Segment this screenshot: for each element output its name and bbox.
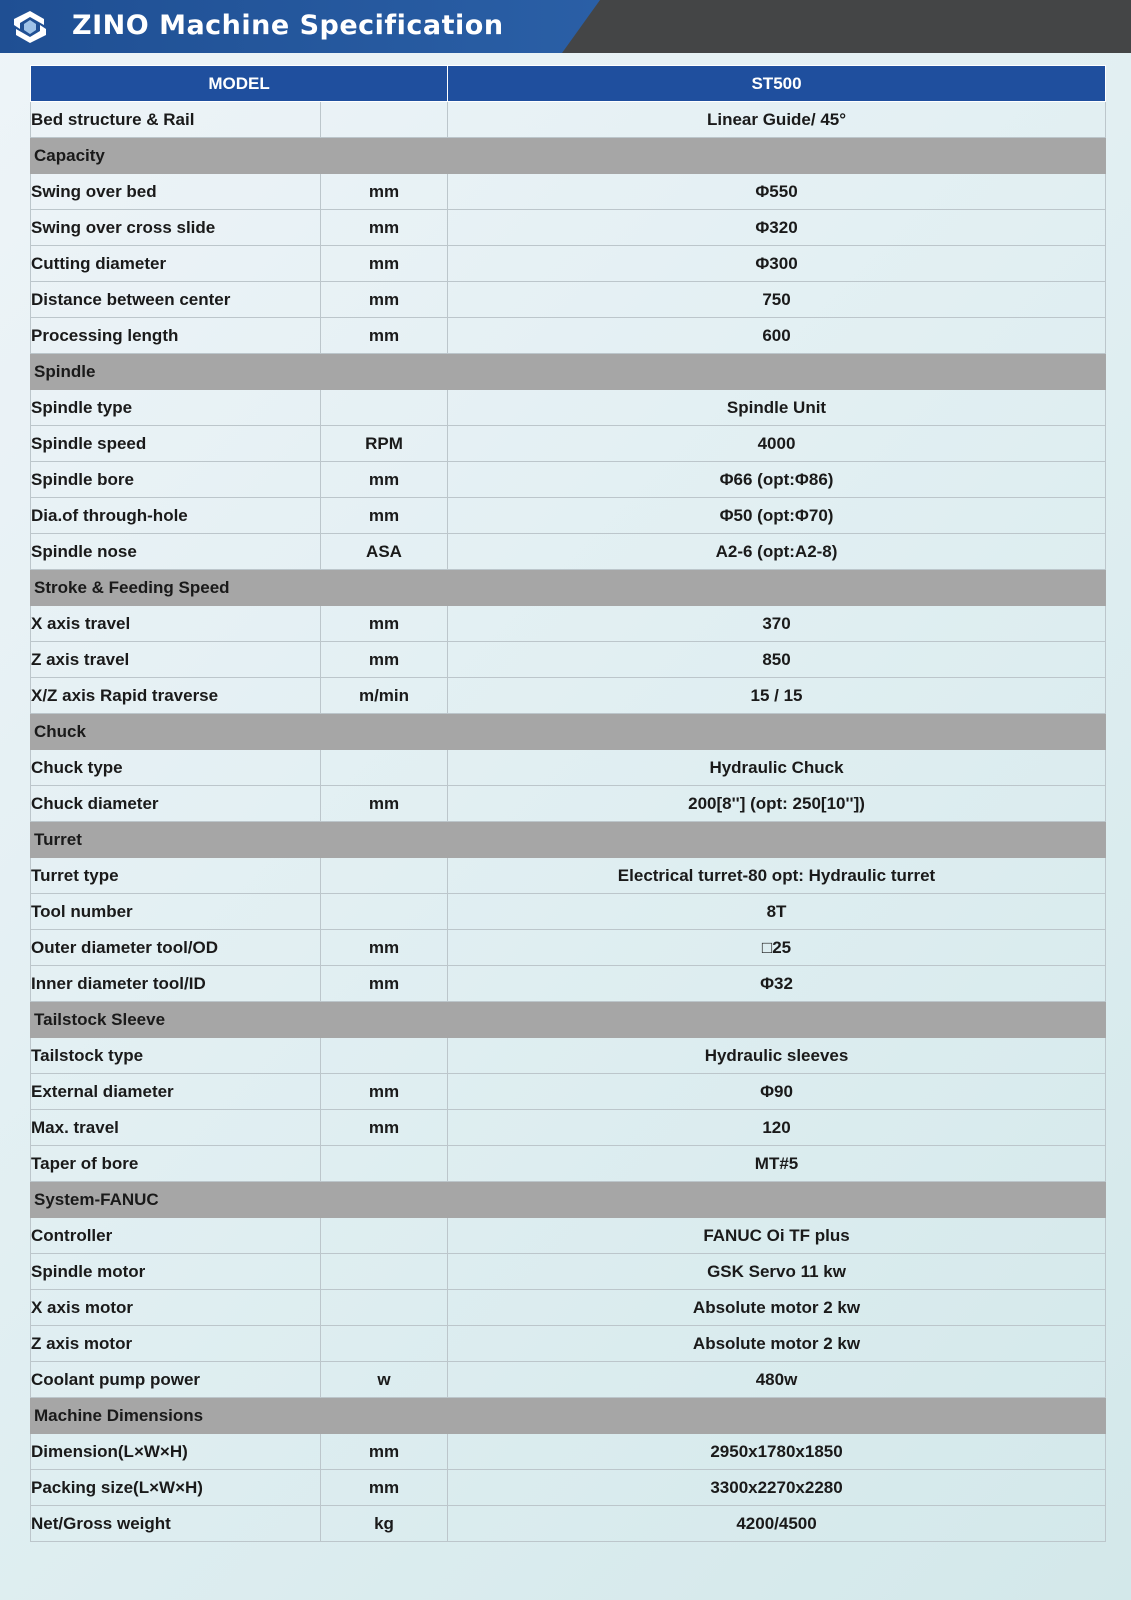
spec-name: Spindle nose [31,534,321,570]
table-row [31,1326,1106,1362]
spec-unit: mm [321,498,448,534]
spec-value: Spindle Unit [448,390,1106,426]
spec-value: 200[8''] (opt: 250[10'']) [448,786,1106,822]
spec-name: Spindle type [31,390,321,426]
spec-value: Absolute motor 2 kw [448,1290,1106,1326]
table-header-row [31,66,1106,102]
table-row [31,1218,1106,1254]
spec-value: Φ320 [448,210,1106,246]
spec-unit [321,390,448,426]
section-header-row [31,1002,1106,1038]
spec-name: Tool number [31,894,321,930]
spec-value: FANUC Oi TF plus [448,1218,1106,1254]
spec-value: 2950x1780x1850 [448,1434,1106,1470]
spec-unit: mm [321,1074,448,1110]
table-row [31,1110,1106,1146]
table-row [31,210,1106,246]
spec-unit: mm [321,1434,448,1470]
spec-value: Hydraulic Chuck [448,750,1106,786]
spec-name: Spindle speed [31,426,321,462]
spec-unit [321,1038,448,1074]
table-row [31,498,1106,534]
spec-value: 15 / 15 [448,678,1106,714]
table-row [31,102,1106,138]
spec-name: Z axis travel [31,642,321,678]
spec-unit: mm [321,1110,448,1146]
spec-unit: mm [321,786,448,822]
table-row [31,1434,1106,1470]
section-title: Capacity [31,138,1106,174]
table-row [31,1074,1106,1110]
table-row [31,318,1106,354]
section-header-row [31,822,1106,858]
page-title: ZINO Machine Specification [72,10,504,41]
table-row [31,174,1106,210]
spec-unit [321,750,448,786]
section-header-row [31,570,1106,606]
spec-value: Hydraulic sleeves [448,1038,1106,1074]
model-value: ST500 [448,66,1106,102]
spec-value: 4200/4500 [448,1506,1106,1542]
spec-value: 8T [448,894,1106,930]
section-header-row [31,714,1106,750]
section-title: Turret [31,822,1106,858]
spec-value: 4000 [448,426,1106,462]
spec-value: MT#5 [448,1146,1106,1182]
spec-unit [321,102,448,138]
spec-name: Cutting diameter [31,246,321,282]
spec-unit: mm [321,966,448,1002]
spec-value: Electrical turret-80 opt: Hydraulic turret [448,858,1106,894]
spec-value: 480w [448,1362,1106,1398]
spec-name: Controller [31,1218,321,1254]
spec-unit [321,1146,448,1182]
spec-unit: m/min [321,678,448,714]
spec-name: Spindle motor [31,1254,321,1290]
spec-unit: kg [321,1506,448,1542]
table-row [31,534,1106,570]
table-row [31,966,1106,1002]
spec-name: Outer diameter tool/OD [31,930,321,966]
spec-name: Bed structure & Rail [31,102,321,138]
section-header-row [31,1182,1106,1218]
spec-unit: mm [321,282,448,318]
table-row [31,1290,1106,1326]
spec-unit: mm [321,246,448,282]
table-row [31,750,1106,786]
spec-value: 120 [448,1110,1106,1146]
spec-value: 850 [448,642,1106,678]
spec-value: GSK Servo 11 kw [448,1254,1106,1290]
spec-unit: mm [321,462,448,498]
table-row [31,786,1106,822]
model-label: MODEL [31,66,448,102]
spec-value: 370 [448,606,1106,642]
spec-name: Taper of bore [31,1146,321,1182]
table-row [31,246,1106,282]
spec-unit: mm [321,318,448,354]
spec-unit [321,1290,448,1326]
spec-unit: mm [321,1470,448,1506]
spec-value: Φ550 [448,174,1106,210]
spec-name: Tailstock type [31,1038,321,1074]
spec-name: Distance between center [31,282,321,318]
spec-name: Net/Gross weight [31,1506,321,1542]
table-row [31,1506,1106,1542]
spec-unit: w [321,1362,448,1398]
spec-value: Φ50 (opt:Φ70) [448,498,1106,534]
table-row [31,462,1106,498]
section-header-row [31,354,1106,390]
section-title: Spindle [31,354,1106,390]
spec-name: X axis motor [31,1290,321,1326]
table-row [31,858,1106,894]
zino-logo-icon [12,9,48,45]
section-title: Stroke & Feeding Speed [31,570,1106,606]
table-row [31,1362,1106,1398]
spec-name: Chuck diameter [31,786,321,822]
spec-value: Φ300 [448,246,1106,282]
spec-unit: mm [321,606,448,642]
spec-name: Chuck type [31,750,321,786]
spec-unit [321,894,448,930]
section-header-row [31,1398,1106,1434]
spec-value: Φ32 [448,966,1106,1002]
spec-unit: mm [321,174,448,210]
spec-unit: RPM [321,426,448,462]
section-title: Machine Dimensions [31,1398,1106,1434]
spec-value: 600 [448,318,1106,354]
spec-table-body [31,102,1106,1542]
spec-name: Coolant pump power [31,1362,321,1398]
table-row [31,606,1106,642]
spec-value: 750 [448,282,1106,318]
spec-unit [321,1218,448,1254]
table-row [31,1146,1106,1182]
table-row [31,282,1106,318]
spec-name: Packing size(L×W×H) [31,1470,321,1506]
table-row [31,642,1106,678]
spec-unit [321,1254,448,1290]
spec-name: X axis travel [31,606,321,642]
spec-name: X/Z axis Rapid traverse [31,678,321,714]
spec-name: Dia.of through-hole [31,498,321,534]
table-row [31,1470,1106,1506]
section-title: System-FANUC [31,1182,1106,1218]
table-row [31,390,1106,426]
spec-unit: ASA [321,534,448,570]
spec-value: Linear Guide/ 45° [448,102,1106,138]
spec-value: Absolute motor 2 kw [448,1326,1106,1362]
spec-value: A2-6 (opt:A2-8) [448,534,1106,570]
spec-name: Spindle bore [31,462,321,498]
spec-unit [321,1326,448,1362]
spec-name: Max. travel [31,1110,321,1146]
spec-unit [321,858,448,894]
table-row [31,426,1106,462]
section-header-row [31,138,1106,174]
spec-unit: mm [321,930,448,966]
spec-value: □25 [448,930,1106,966]
section-title: Tailstock Sleeve [31,1002,1106,1038]
section-title: Chuck [31,714,1106,750]
spec-name: Z axis motor [31,1326,321,1362]
spec-unit: mm [321,642,448,678]
spec-table [30,65,1106,1542]
table-row [31,894,1106,930]
table-row [31,1038,1106,1074]
spec-name: Swing over bed [31,174,321,210]
table-row [31,678,1106,714]
spec-unit: mm [321,210,448,246]
spec-value: 3300x2270x2280 [448,1470,1106,1506]
spec-name: Swing over cross slide [31,210,321,246]
spec-name: Inner diameter tool/ID [31,966,321,1002]
header-banner [0,0,1131,53]
spec-name: Turret type [31,858,321,894]
spec-name: Processing length [31,318,321,354]
table-row [31,930,1106,966]
table-row [31,1254,1106,1290]
spec-name: External diameter [31,1074,321,1110]
spec-value: Φ90 [448,1074,1106,1110]
spec-name: Dimension(L×W×H) [31,1434,321,1470]
spec-value: Φ66 (opt:Φ86) [448,462,1106,498]
